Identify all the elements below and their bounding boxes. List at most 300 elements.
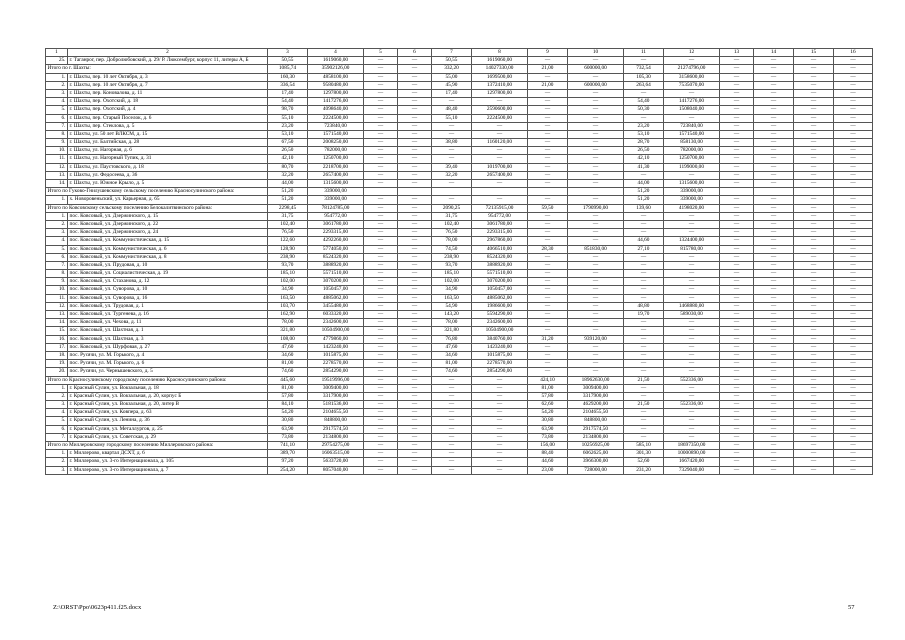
value-cell: — bbox=[720, 220, 754, 228]
value-cell: — bbox=[398, 130, 432, 138]
value-cell: — bbox=[568, 139, 624, 147]
value-cell: — bbox=[472, 130, 528, 138]
address-cell: г. Красный Сулин, ул. Вокзальная, д. 18 bbox=[68, 384, 268, 392]
value-cell: — bbox=[398, 98, 432, 106]
value-cell: 9580480,00 bbox=[308, 81, 364, 89]
value-cell: — bbox=[364, 98, 398, 106]
table-row bbox=[46, 270, 873, 278]
value-cell: 4198020,00 bbox=[664, 204, 720, 212]
value-cell: — bbox=[834, 139, 873, 147]
value-cell: — bbox=[624, 220, 664, 228]
value-cell: 57,80 bbox=[528, 392, 568, 400]
value-cell: 62,60 bbox=[528, 401, 568, 409]
value-cell: — bbox=[834, 351, 873, 359]
value-cell: — bbox=[754, 360, 794, 368]
value-cell: 102,40 bbox=[268, 220, 308, 228]
value-cell: — bbox=[834, 65, 873, 73]
value-cell: — bbox=[754, 286, 794, 294]
value-cell: — bbox=[568, 237, 624, 245]
value-cell: — bbox=[364, 229, 398, 237]
value-cell: — bbox=[624, 57, 664, 65]
address-cell: г. Миллерово, ул. 3-го Интернационала, д. 105 bbox=[68, 458, 268, 466]
column-number-header: 16 bbox=[834, 49, 873, 57]
value-cell: — bbox=[364, 466, 398, 474]
value-cell: 54,20 bbox=[268, 409, 308, 417]
value-cell: 74,60 bbox=[268, 368, 308, 376]
value-cell: 23,20 bbox=[268, 122, 308, 130]
value-cell: 2134800,00 bbox=[568, 433, 624, 441]
value-cell: 10504900,00 bbox=[308, 327, 364, 335]
value-cell: — bbox=[568, 368, 624, 376]
table-row bbox=[46, 89, 873, 97]
value-cell: 108,00 bbox=[268, 335, 308, 343]
value-cell: 78,00 bbox=[432, 237, 472, 245]
subtotal-row bbox=[46, 376, 873, 384]
value-cell: — bbox=[364, 294, 398, 302]
value-cell: — bbox=[754, 204, 794, 212]
value-cell: 10504900,00 bbox=[472, 327, 528, 335]
value-cell: — bbox=[754, 65, 794, 73]
column-number-header: 15 bbox=[794, 49, 834, 57]
value-cell: 339000,00 bbox=[308, 196, 364, 204]
address-cell: пос. Ковсовый, ул. Коммунистическая, д. 6 bbox=[68, 245, 268, 253]
value-cell: — bbox=[364, 327, 398, 335]
value-cell: 1372410,00 bbox=[472, 81, 528, 89]
value-cell: — bbox=[568, 196, 624, 204]
value-cell: 81,00 bbox=[528, 384, 568, 392]
value-cell: — bbox=[664, 212, 720, 220]
value-cell: 321,80 bbox=[268, 327, 308, 335]
value-cell: — bbox=[720, 433, 754, 441]
value-cell: 1571540,00 bbox=[664, 130, 720, 138]
value-cell: — bbox=[794, 302, 834, 310]
value-cell: 73,80 bbox=[268, 433, 308, 441]
value-cell: — bbox=[754, 220, 794, 228]
value-cell: — bbox=[834, 81, 873, 89]
value-cell: 5181536,00 bbox=[308, 401, 364, 409]
address-cell: г. Красный Сулин, ул. Советская, д. 29 bbox=[68, 433, 268, 441]
value-cell: 2657400,00 bbox=[308, 171, 364, 179]
value-cell: 4858100,00 bbox=[308, 73, 364, 81]
value-cell: 54,90 bbox=[432, 302, 472, 310]
row-number: 4. bbox=[46, 409, 68, 417]
value-cell: 16063515,00 bbox=[308, 450, 364, 458]
value-cell: — bbox=[568, 278, 624, 286]
value-cell: — bbox=[432, 196, 472, 204]
value-cell: — bbox=[754, 171, 794, 179]
column-number-header: 7 bbox=[432, 49, 472, 57]
value-cell: — bbox=[754, 343, 794, 351]
value-cell: 782000,00 bbox=[664, 147, 720, 155]
value-cell: — bbox=[364, 319, 398, 327]
value-cell: — bbox=[664, 343, 720, 351]
value-cell: — bbox=[568, 343, 624, 351]
value-cell: 55,10 bbox=[268, 114, 308, 122]
value-cell: — bbox=[720, 204, 754, 212]
value-cell: 10256925,00 bbox=[568, 442, 624, 450]
value-cell bbox=[528, 188, 568, 196]
value-cell: — bbox=[432, 155, 472, 163]
table-row bbox=[46, 237, 873, 245]
subtotal-label: Итого по Ковсовскому сельскому поселению Белокалитвинского района: bbox=[46, 204, 268, 212]
value-cell: 5774050,00 bbox=[308, 245, 364, 253]
value-cell: 74,60 bbox=[432, 368, 472, 376]
value-cell: — bbox=[398, 466, 432, 474]
value-cell: 3061780,00 bbox=[472, 220, 528, 228]
column-number-header: 5 bbox=[364, 49, 398, 57]
address-cell: г. Красный Сулин, ул. Вокзальная, д. 20, литер В bbox=[68, 401, 268, 409]
row-number: 6. bbox=[46, 425, 68, 433]
value-cell: — bbox=[834, 433, 873, 441]
value-cell: — bbox=[794, 171, 834, 179]
value-cell: 1417276,00 bbox=[664, 98, 720, 106]
value-cell: — bbox=[720, 212, 754, 220]
value-cell: 54,40 bbox=[268, 98, 308, 106]
value-cell: — bbox=[834, 122, 873, 130]
table-row bbox=[46, 450, 873, 458]
value-cell: 28,70 bbox=[624, 139, 664, 147]
value-cell: — bbox=[432, 458, 472, 466]
value-cell: — bbox=[624, 351, 664, 359]
value-cell: — bbox=[364, 163, 398, 171]
value-cell: — bbox=[720, 122, 754, 130]
value-cell: — bbox=[568, 302, 624, 310]
value-cell: — bbox=[364, 278, 398, 286]
value-cell: — bbox=[568, 319, 624, 327]
value-cell: — bbox=[528, 343, 568, 351]
value-cell: 7329040,00 bbox=[664, 466, 720, 474]
value-cell: — bbox=[754, 270, 794, 278]
value-cell: 51,20 bbox=[268, 188, 308, 196]
value-cell: — bbox=[568, 89, 624, 97]
value-cell: — bbox=[720, 425, 754, 433]
address-cell: пос. Ковсовый, ул. Дзержинского, д. 24 bbox=[68, 229, 268, 237]
value-cell bbox=[364, 188, 398, 196]
table-row bbox=[46, 433, 873, 441]
row-number: 12. bbox=[46, 163, 68, 171]
value-cell: 102,00 bbox=[268, 278, 308, 286]
row-number: 9. bbox=[46, 139, 68, 147]
value-cell: 18962630,00 bbox=[568, 376, 624, 384]
value-cell: — bbox=[720, 417, 754, 425]
table-row bbox=[46, 171, 873, 179]
value-cell: 600000,00 bbox=[568, 81, 624, 89]
value-cell: — bbox=[754, 147, 794, 155]
value-cell: 73,80 bbox=[528, 433, 568, 441]
value-cell: 84,10 bbox=[268, 401, 308, 409]
value-cell: — bbox=[754, 229, 794, 237]
value-cell: — bbox=[794, 351, 834, 359]
value-cell: — bbox=[398, 368, 432, 376]
value-cell: — bbox=[398, 278, 432, 286]
value-cell: — bbox=[720, 147, 754, 155]
value-cell: 939120,00 bbox=[568, 335, 624, 343]
value-cell: — bbox=[528, 270, 568, 278]
value-cell: 2278570,00 bbox=[308, 360, 364, 368]
value-cell: 74,50 bbox=[432, 245, 472, 253]
value-cell: 44,00 bbox=[268, 180, 308, 188]
value-cell: 2293315,00 bbox=[308, 229, 364, 237]
value-cell: — bbox=[834, 302, 873, 310]
value-cell: 2854290,00 bbox=[472, 368, 528, 376]
row-number: 1. bbox=[46, 196, 68, 204]
value-cell: 445,60 bbox=[268, 376, 308, 384]
value-cell: — bbox=[754, 392, 794, 400]
address-cell: г. Шахты, пер. 10 лет Октября, д. 3 bbox=[68, 73, 268, 81]
value-cell: — bbox=[794, 245, 834, 253]
table-row bbox=[46, 417, 873, 425]
column-number-header: 11 bbox=[624, 49, 664, 57]
value-cell: 1790990,00 bbox=[568, 204, 624, 212]
value-cell: 2104655,50 bbox=[308, 409, 364, 417]
value-cell: — bbox=[398, 442, 432, 450]
value-cell: 47,60 bbox=[432, 343, 472, 351]
value-cell: — bbox=[794, 229, 834, 237]
value-cell: — bbox=[398, 433, 432, 441]
value-cell: — bbox=[720, 450, 754, 458]
value-cell: 1699500,00 bbox=[472, 73, 528, 81]
value-cell: — bbox=[528, 302, 568, 310]
value-cell: 1619060,00 bbox=[472, 57, 528, 65]
value-cell: 741,10 bbox=[268, 442, 308, 450]
value-cell: — bbox=[720, 270, 754, 278]
value-cell: — bbox=[364, 286, 398, 294]
value-cell: — bbox=[754, 73, 794, 81]
value-cell: — bbox=[472, 376, 528, 384]
value-cell: — bbox=[664, 261, 720, 269]
value-cell: 54,40 bbox=[624, 98, 664, 106]
value-cell: 858130,00 bbox=[664, 139, 720, 147]
value-cell: 5594290,00 bbox=[472, 311, 528, 319]
address-cell: х. Новоровеньский, ул. Карьерная, д. 65 bbox=[68, 196, 268, 204]
table-row bbox=[46, 57, 873, 65]
value-cell: 50,55 bbox=[268, 57, 308, 65]
value-cell: — bbox=[720, 278, 754, 286]
row-number: 5. bbox=[46, 417, 68, 425]
housing-register-table bbox=[45, 48, 873, 475]
value-cell: — bbox=[794, 220, 834, 228]
value-cell: — bbox=[472, 409, 528, 417]
value-cell: — bbox=[398, 401, 432, 409]
value-cell: 254,20 bbox=[268, 466, 308, 474]
value-cell: 76,80 bbox=[432, 335, 472, 343]
value-cell: — bbox=[472, 155, 528, 163]
value-cell: — bbox=[720, 286, 754, 294]
value-cell: 1619060,00 bbox=[308, 57, 364, 65]
value-cell: — bbox=[398, 343, 432, 351]
value-cell: 31,75 bbox=[432, 212, 472, 220]
subtotal-row bbox=[46, 188, 873, 196]
value-cell: 585,10 bbox=[624, 442, 664, 450]
value-cell: — bbox=[834, 57, 873, 65]
value-cell: — bbox=[720, 401, 754, 409]
value-cell: — bbox=[664, 392, 720, 400]
value-cell: — bbox=[720, 163, 754, 171]
value-cell: 26,50 bbox=[268, 147, 308, 155]
table-row bbox=[46, 229, 873, 237]
value-cell: — bbox=[568, 57, 624, 65]
address-cell: пос. Ковсовый, ул. Шахтная, д. 3 bbox=[68, 335, 268, 343]
value-cell: 1571540,00 bbox=[308, 130, 364, 138]
value-cell: — bbox=[754, 253, 794, 261]
value-cell: — bbox=[624, 114, 664, 122]
value-cell: 1050457,00 bbox=[472, 286, 528, 294]
subtotal-label: Итого по Миллеровскому городскому поселению Миллеровского района: bbox=[46, 442, 268, 450]
row-number: 2. bbox=[46, 220, 68, 228]
page-number: 57 bbox=[848, 604, 855, 611]
value-cell: 44,60 bbox=[624, 237, 664, 245]
value-cell: — bbox=[794, 286, 834, 294]
value-cell: 3009400,00 bbox=[308, 384, 364, 392]
value-cell: — bbox=[720, 139, 754, 147]
value-cell: — bbox=[528, 311, 568, 319]
value-cell: — bbox=[794, 163, 834, 171]
row-number: 1. bbox=[46, 212, 68, 220]
value-cell: 105,30 bbox=[624, 73, 664, 81]
address-cell: г. Шахты, пер. Охотский, д. 18 bbox=[68, 98, 268, 106]
value-cell: 6062625,00 bbox=[568, 450, 624, 458]
value-cell: — bbox=[624, 360, 664, 368]
table-row bbox=[46, 351, 873, 359]
value-cell: — bbox=[472, 196, 528, 204]
value-cell: — bbox=[834, 450, 873, 458]
value-cell: 723840,00 bbox=[308, 122, 364, 130]
row-number: 5. bbox=[46, 245, 68, 253]
value-cell: 23,20 bbox=[624, 122, 664, 130]
address-cell: г. Миллерово, ул. 3-го Интернационала, д. 7 bbox=[68, 466, 268, 474]
value-cell: 34,90 bbox=[268, 286, 308, 294]
value-cell: 44,60 bbox=[528, 458, 568, 466]
value-cell: — bbox=[432, 417, 472, 425]
value-cell: 1315600,00 bbox=[308, 180, 364, 188]
value-cell: — bbox=[528, 261, 568, 269]
value-cell: — bbox=[568, 180, 624, 188]
value-cell: — bbox=[528, 57, 568, 65]
value-cell: — bbox=[834, 294, 873, 302]
row-number: 2. bbox=[46, 81, 68, 89]
value-cell: — bbox=[720, 392, 754, 400]
value-cell: — bbox=[720, 343, 754, 351]
value-cell: — bbox=[834, 155, 873, 163]
value-cell: — bbox=[568, 114, 624, 122]
table-row bbox=[46, 392, 873, 400]
value-cell: 27,10 bbox=[624, 245, 664, 253]
value-cell: 21,00 bbox=[528, 81, 568, 89]
value-cell: — bbox=[364, 171, 398, 179]
value-cell: 14027330,00 bbox=[472, 65, 528, 73]
value-cell: 589030,00 bbox=[664, 311, 720, 319]
value-cell: — bbox=[834, 261, 873, 269]
value-cell: — bbox=[568, 171, 624, 179]
value-cell: — bbox=[834, 253, 873, 261]
value-cell: — bbox=[834, 384, 873, 392]
value-cell: 2224500,00 bbox=[472, 114, 528, 122]
table-row bbox=[46, 114, 873, 122]
subtotal-label: Итого по Гуково-Гнилушевскому сельскому поселению Красносулинского района: bbox=[46, 188, 268, 196]
value-cell: — bbox=[364, 343, 398, 351]
value-cell: — bbox=[664, 294, 720, 302]
value-cell: — bbox=[720, 327, 754, 335]
value-cell bbox=[568, 188, 624, 196]
value-cell: 4629200,00 bbox=[568, 401, 624, 409]
value-cell: — bbox=[664, 57, 720, 65]
value-cell: 63,90 bbox=[268, 425, 308, 433]
value-cell: — bbox=[528, 229, 568, 237]
value-cell: — bbox=[398, 319, 432, 327]
row-number: 1. bbox=[46, 450, 68, 458]
value-cell: 31,75 bbox=[268, 212, 308, 220]
value-cell: — bbox=[398, 286, 432, 294]
value-cell: 2090,25 bbox=[432, 204, 472, 212]
value-cell: — bbox=[834, 229, 873, 237]
value-cell: — bbox=[528, 212, 568, 220]
value-cell: — bbox=[472, 417, 528, 425]
value-cell: — bbox=[364, 442, 398, 450]
value-cell: — bbox=[834, 409, 873, 417]
value-cell: — bbox=[794, 327, 834, 335]
value-cell: 76,50 bbox=[268, 229, 308, 237]
value-cell: — bbox=[568, 155, 624, 163]
value-cell: — bbox=[472, 384, 528, 392]
value-cell: 51,20 bbox=[268, 196, 308, 204]
table-row bbox=[46, 245, 873, 253]
value-cell: 19519996,00 bbox=[308, 376, 364, 384]
value-cell: 93,70 bbox=[268, 261, 308, 269]
value-cell: — bbox=[568, 130, 624, 138]
table-row bbox=[46, 343, 873, 351]
value-cell: 93,70 bbox=[432, 261, 472, 269]
value-cell: — bbox=[664, 425, 720, 433]
value-cell: — bbox=[794, 417, 834, 425]
value-cell: — bbox=[364, 212, 398, 220]
table-row bbox=[46, 147, 873, 155]
value-cell: — bbox=[568, 229, 624, 237]
value-cell: — bbox=[568, 360, 624, 368]
value-cell: — bbox=[364, 450, 398, 458]
value-cell: — bbox=[364, 311, 398, 319]
value-cell: — bbox=[754, 384, 794, 392]
row-number: 2. bbox=[46, 458, 68, 466]
value-cell: — bbox=[398, 458, 432, 466]
table-row bbox=[46, 155, 873, 163]
value-cell: — bbox=[794, 360, 834, 368]
value-cell: 31,20 bbox=[528, 335, 568, 343]
address-cell: пос. Ковсовый, ул. Дзержинского, д. 22 bbox=[68, 220, 268, 228]
value-cell: 102,40 bbox=[432, 220, 472, 228]
value-cell: — bbox=[794, 81, 834, 89]
address-cell: пос. Ковсовый, ул. Стаханова, д. 12 bbox=[68, 278, 268, 286]
value-cell: — bbox=[364, 376, 398, 384]
value-cell: 160,30 bbox=[268, 73, 308, 81]
value-cell: 32,20 bbox=[432, 171, 472, 179]
value-cell: 185,10 bbox=[268, 270, 308, 278]
value-cell bbox=[432, 188, 472, 196]
value-cell: — bbox=[754, 319, 794, 327]
value-cell: — bbox=[720, 442, 754, 450]
value-cell: — bbox=[624, 335, 664, 343]
value-cell: — bbox=[528, 351, 568, 359]
value-cell: 4066510,00 bbox=[472, 245, 528, 253]
value-cell: — bbox=[398, 253, 432, 261]
value-cell: — bbox=[528, 130, 568, 138]
table-row bbox=[46, 294, 873, 302]
value-cell: — bbox=[754, 450, 794, 458]
value-cell: — bbox=[664, 409, 720, 417]
value-cell: 5633720,00 bbox=[308, 458, 364, 466]
value-cell: — bbox=[754, 376, 794, 384]
value-cell: — bbox=[398, 81, 432, 89]
value-cell: 32,20 bbox=[268, 171, 308, 179]
